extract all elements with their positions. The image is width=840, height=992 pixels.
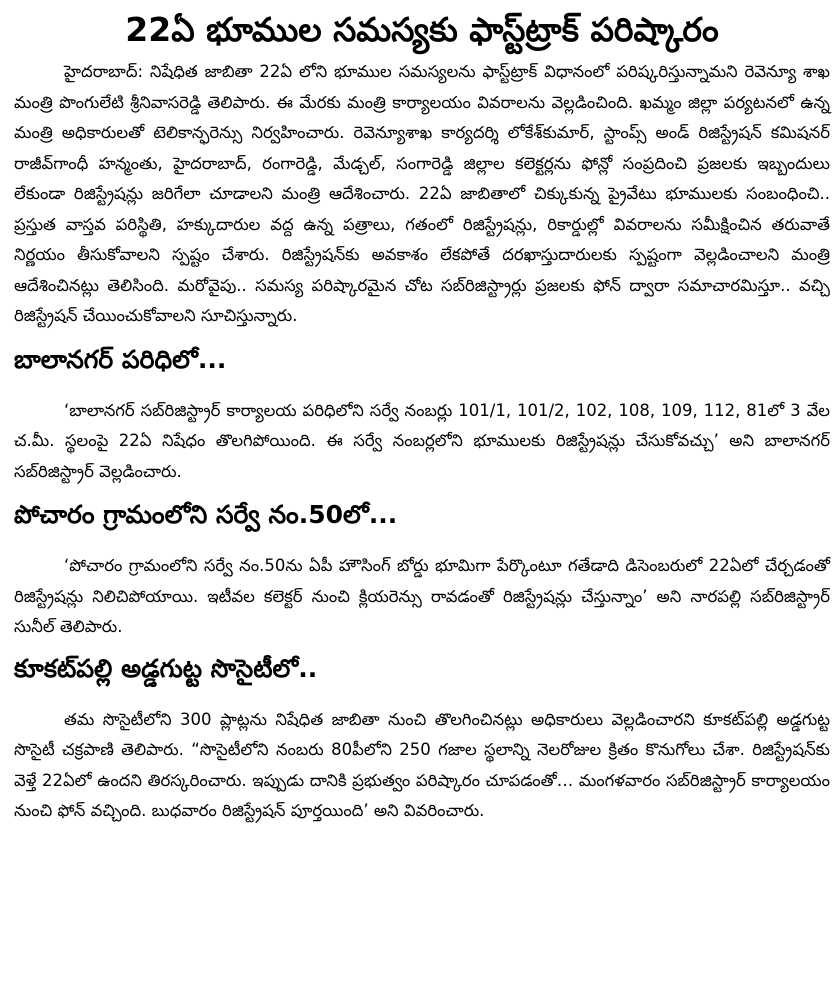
pocharam-paragraph: ‘పోచారం గ్రామంలోని సర్వే నం.50ను ఏపీ హౌసింగ్ బోర్డు భూమిగా పేర్కొంటూ గతేడాది డిసెంబరులో 22ఏలో చేర్చడంతో రిజిస్ట్రేషన్లు నిలిచిపోయాయి. ఇటీవల కలెక్టర్ నుంచి క్లియరెన్సు రావడంతో రిజిస్ట్రేషన్లు చేస్తున్నాం’ అని నారపల్లి సబ్‌రిజిస్ట్రార్ సునీల్ తెలిపారు.	[14, 556, 830, 636]
intro-paragraph: హైదరాబాద్: నిషేధిత జాబితా 22ఏ లోని భూముల సమస్యలను ఫాస్ట్‌ట్రాక్ విధానంలో పరిష్కరిస్తున్నామని రెవెన్యూ శాఖ మంత్రి పొంగులేటి శ్రీనివాసరెడ్డి తెలిపారు. ఈ మేరకు మంత్రి కార్యాలయం వివరాలను వెల్లడించింది. ఖమ్మం జిల్లా పర్యటనలో ఉన్న మంత్రి అధికారులతో టెలికాన్ఫరెన్సు నిర్వహించారు. రెవెన్యూశాఖ కార్యదర్శి లోకేశ్‌కుమార్, స్టాంప్స్ అండ్ రిజిస్ట్రేషన్ కమిషనర్ రాజీవ్‌గాంధీ హన్మంతు, హైదరాబాద్, రంగారెడ్డి, మేడ్చల్, సంగారెడ్డి జిల్లాల కలెక్టర్లను ఫోన్లో సంప్రదించి ప్రజలకు ఇబ్బందులు లేకుండా రిజిస్ట్రేషన్లు జరిగేలా చూడాలని మంత్రి ఆదేశించారు. 22ఏ జాబితాలో చిక్కుకున్న ప్రైవేటు భూములకు సంబంధించి.. ప్రస్తుత వాస్తవ పరిస్థితి, హక్కుదారుల వద్ద ఉన్న పత్రాలు, గతంలో రిజిస్ట్రేషన్లు, రికార్డుల్లో వివరాలను సమీక్షించిన తరువాతే నిర్ణయం తీసుకోవాలని స్పష్టం చేశారు. రిజిస్ట్రేషన్‌కు అవకాశం లేకపోతే దరఖాస్తుదారులకు స్పష్టంగా వెల్లడించాలని మంత్రి ఆదేశించినట్లు తెలిసింది. మరోవైపు.. సమస్య పరిష్కారమైన చోట సబ్‌రిజిస్ట్రార్లు ప్రజలకు ఫోన్ ద్వారా సమాచారమిస్తూ.. వచ్చి రిజిస్ట్రేషన్ చేయించుకోవాలని సూచిస్తున్నారు.	[14, 62, 830, 325]
balanagar-paragraph: ‘బాలానగర్ సబ్‌రిజిస్ట్రార్ కార్యాలయ పరిధిలోని సర్వే నంబర్లు 101/1, 101/2, 102, 108, 109, 112, 81లో 3 వేల చ.మీ. స్థలంపై 22ఏ నిషేధం తొలగిపోయింది. ఈ సర్వే నంబర్లలోని భూములకు రిజిస్ట్రేషన్లు చేసుకోవచ్చు’ అని బాలానగర్ సబ్‌రిజిస్ట్రార్ వెల్లడించారు.	[14, 400, 830, 481]
subhead-kukatpally: కూకట్‌పల్లి అడ్డగుట్ట సొసైటీలో..	[14, 653, 318, 683]
headline: 22ఏ భూముల సమస్యకు ఫాస్ట్‌ట్రాక్ పరిష్కారం	[125, 10, 719, 49]
kukatpally-paragraph: తమ సొసైటీలోని 300 ప్లాట్లను నిషేధిత జాబితా నుంచి తొలగించినట్లు అధికారులు వెల్లడించారని కూకట్‌పల్లి అడ్డగుట్ట సొసైటీ చక్రపాణి తెలిపారు. “సొసైటీలోని నంబరు 80పీలోని 250 గజాల స్థలాన్ని నెలరోజుల క్రితం కొనుగోలు చేశా. రిజిస్ట్రేషన్‌కు వెళ్తే 22ఏలో ఉందని తిరస్కరించారు. ఇప్పుడు దానికి ప్రభుత్వం పరిష్కారం చూపడంతో… మంగళవారం సబ్‌రిజిస్ట్రార్ కార్యాలయం నుంచి ఫోన్ వచ్చింది. బుధవారం రిజిస్ట్రేషన్ పూర్తయింది’ అని వివరించారు.	[14, 709, 830, 820]
subhead-balanagar: బాలానగర్ పరిధిలో...	[14, 344, 227, 374]
subhead-pocharam: పోచారం గ్రామంలోని సర్వే నం.50లో...	[14, 500, 398, 529]
